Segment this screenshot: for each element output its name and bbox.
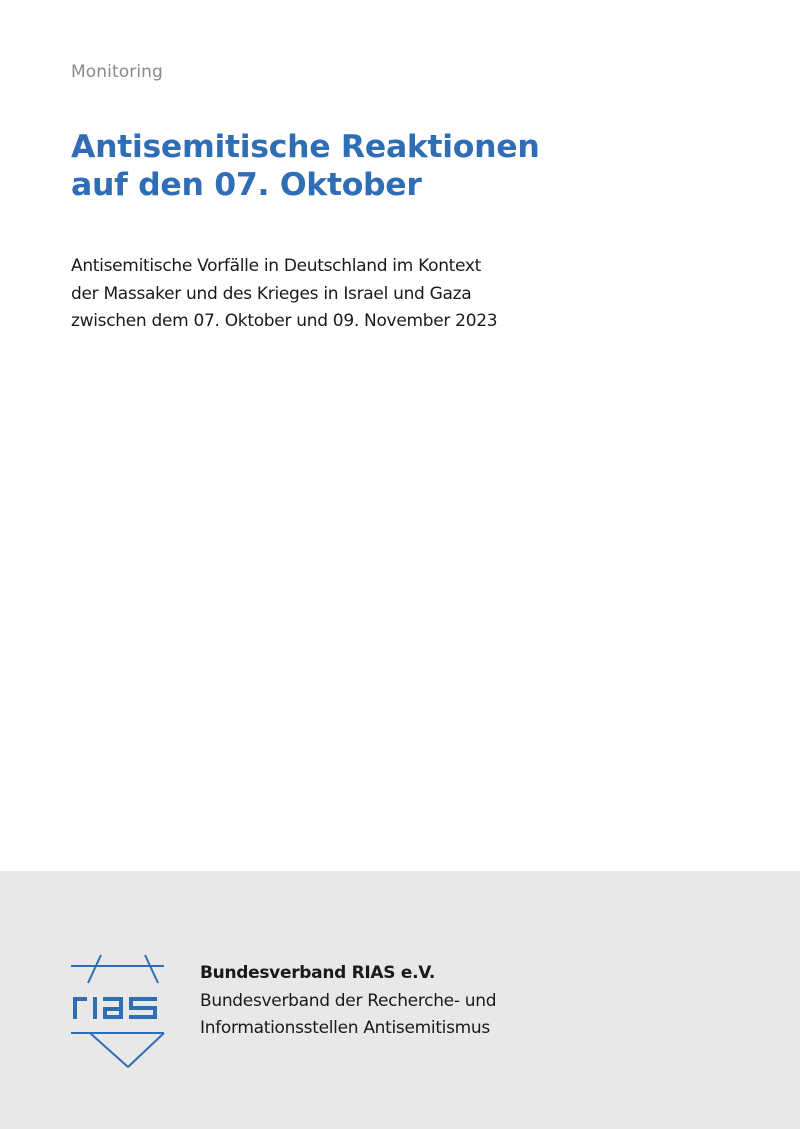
subtitle-line-2: der Massaker und des Krieges in Israel und Gaza bbox=[71, 283, 472, 304]
category-label: Monitoring bbox=[71, 62, 163, 82]
organization-name: Bundesverband RIAS e.V. bbox=[200, 963, 436, 983]
organization-full-name-line-1: Bundesverband der Recherche- und bbox=[200, 990, 497, 1011]
title-line-2: auf den 07. Oktober bbox=[71, 167, 422, 203]
subtitle-line-3: zwischen dem 07. Oktober und 09. November 2023 bbox=[71, 311, 498, 331]
rias-logo-icon bbox=[68, 953, 168, 1071]
title-line-1: Antisemitische Reaktionen bbox=[71, 129, 540, 165]
document-title bbox=[71, 128, 671, 204]
organization-full-name-line-2: Informationsstellen Antisemitismus bbox=[200, 1018, 490, 1038]
organization-block bbox=[200, 960, 496, 1043]
document-subtitle bbox=[71, 253, 591, 336]
subtitle-line-1: Antisemitische Vorfälle in Deutschland im Kontext bbox=[71, 256, 482, 276]
